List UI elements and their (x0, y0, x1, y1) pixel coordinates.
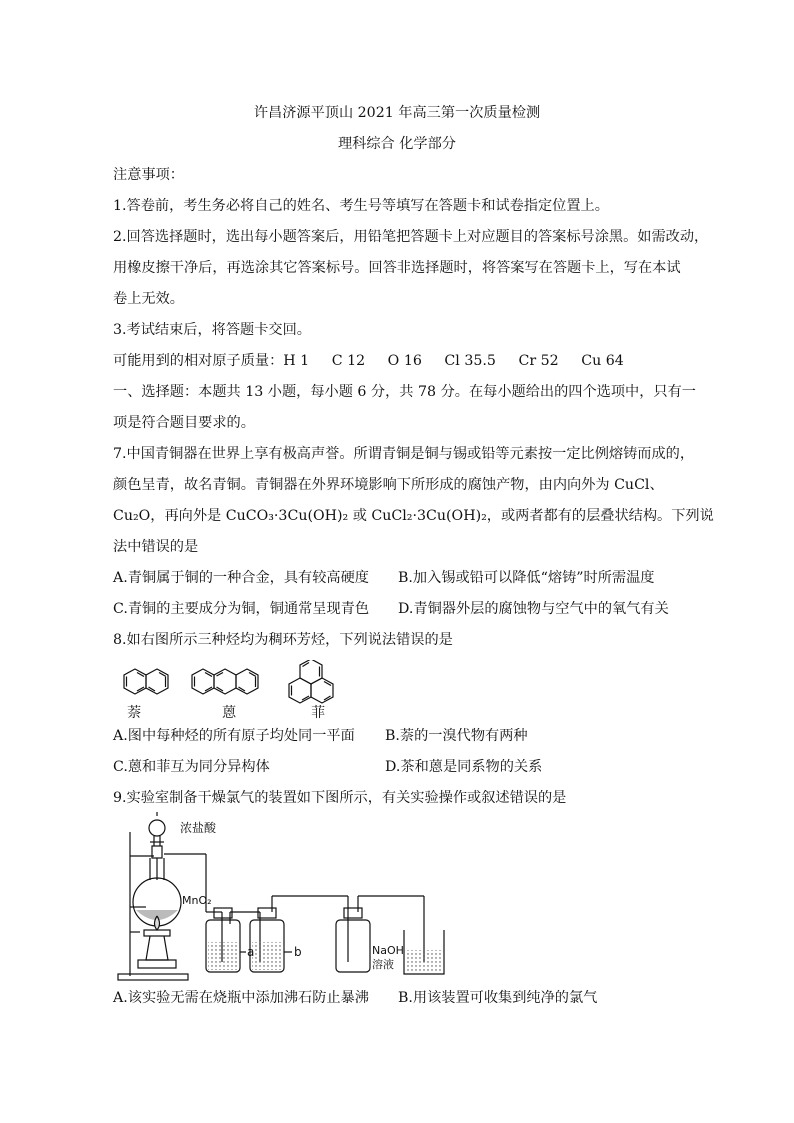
notice-item-2-line-2: 用橡皮擦干净后，再选涂其它答案标号。回答非选择题时，将答案写在答题卡上，写在本试 (113, 260, 681, 276)
naphthalene-label: 萘 (127, 705, 142, 721)
q7-stem-line-2: 颜色呈青，故名青铜。青铜器在外界环境影响下所形成的腐蚀产物，由内向外为 CuCl、 (113, 477, 664, 493)
q7-option-d: D.青铜器外层的腐蚀物与空气中的氧气有关 (398, 601, 669, 617)
label-solution: 溶液 (372, 958, 394, 971)
q8-option-b: B.萘的一溴代物有两种 (385, 728, 528, 744)
notice-item-3: 3.考试结束后，将答题卡交回。 (113, 322, 311, 338)
anthracene-structure (192, 669, 258, 694)
q9-option-b: B.用该装置可收集到纯净的氯气 (398, 990, 598, 1006)
label-mno2: MnO₂ (182, 894, 212, 907)
q8-stem: 8.如右图所示三种烃均为稠环芳烃，下列说法错误的是 (113, 632, 453, 648)
label-a: a (247, 945, 255, 959)
q7-option-c: C.青铜的主要成分为铜，铜通常呈现青色 (113, 601, 370, 617)
q7-stem-line-4: 法中错误的是 (113, 539, 199, 555)
phenanthrene-structure (289, 660, 333, 703)
chlorine-apparatus-figure (110, 812, 470, 982)
q8-option-c: C.蒽和菲互为同分异构体 (113, 759, 270, 775)
q8-option-d: D.茶和蒽是同系物的关系 (385, 759, 543, 775)
aromatic-structures-figure (115, 660, 365, 724)
anthracene-label: 蒽 (222, 705, 237, 721)
label-naoh: NaOH (372, 944, 404, 957)
q7-option-a: A.青铜属于铜的一种合金，具有较高硬度 (113, 570, 369, 586)
label-conc-hcl: 浓盐酸 (180, 821, 217, 835)
q7-stem-line-1: 7.中国青铜器在世界上享有极高声誉。所谓青铜是铜与锡或铅等元素按一定比例熔铸而成的， (113, 446, 695, 462)
q8-option-a: A.图中每种烃的所有原子均处同一平面 (113, 728, 355, 744)
q7-option-b: B.加入锡或铅可以降低“熔铸”时所需温度 (398, 570, 655, 586)
notice-item-1: 1.答卷前，考生务必将自己的姓名、考生号等填写在答题卡和试卷指定位置上。 (113, 198, 609, 214)
notice-item-2-line-3: 卷上无效。 (113, 291, 184, 307)
section-1-line-2: 项是符合题目要求的。 (113, 415, 255, 431)
exam-subtitle: 理科综合 化学部分 (337, 136, 456, 152)
phenanthrene-label: 菲 (311, 705, 326, 721)
q9-option-a: A.该实验无需在烧瓶中添加沸石防止暴沸 (113, 990, 369, 1006)
q9-stem: 9.实验室制备干燥氯气的装置如下图所示，有关实验操作或叙述错误的是 (113, 790, 567, 806)
naphthalene-structure (124, 669, 168, 694)
notice-item-2-line-1: 2.回答选择题时，选出每小题答案后，用铅笔把答题卡上对应题目的答案标号涂黑。如需改动， (113, 229, 709, 245)
label-b: b (294, 945, 302, 959)
notice-heading: 注意事项： (113, 167, 184, 183)
exam-title: 许昌济源平顶山 2021 年高三第一次质量检测 (253, 105, 541, 121)
section-1-line-1: 一、选择题：本题共 13 小题，每小题 6 分，共 78 分。在每小题给出的四个选项中，只有一 (113, 384, 696, 400)
atomic-masses: 可能用到的相对原子质量：H 1 C 12 O 16 Cl 35.5 Cr 52 Cu 64 (113, 353, 624, 369)
q7-stem-line-3: Cu₂O，再向外是 CuCO₃·3Cu(OH)₂ 或 CuCl₂·3Cu(OH)₂，或两者都有的层叠状结构。下列说 (113, 508, 714, 524)
